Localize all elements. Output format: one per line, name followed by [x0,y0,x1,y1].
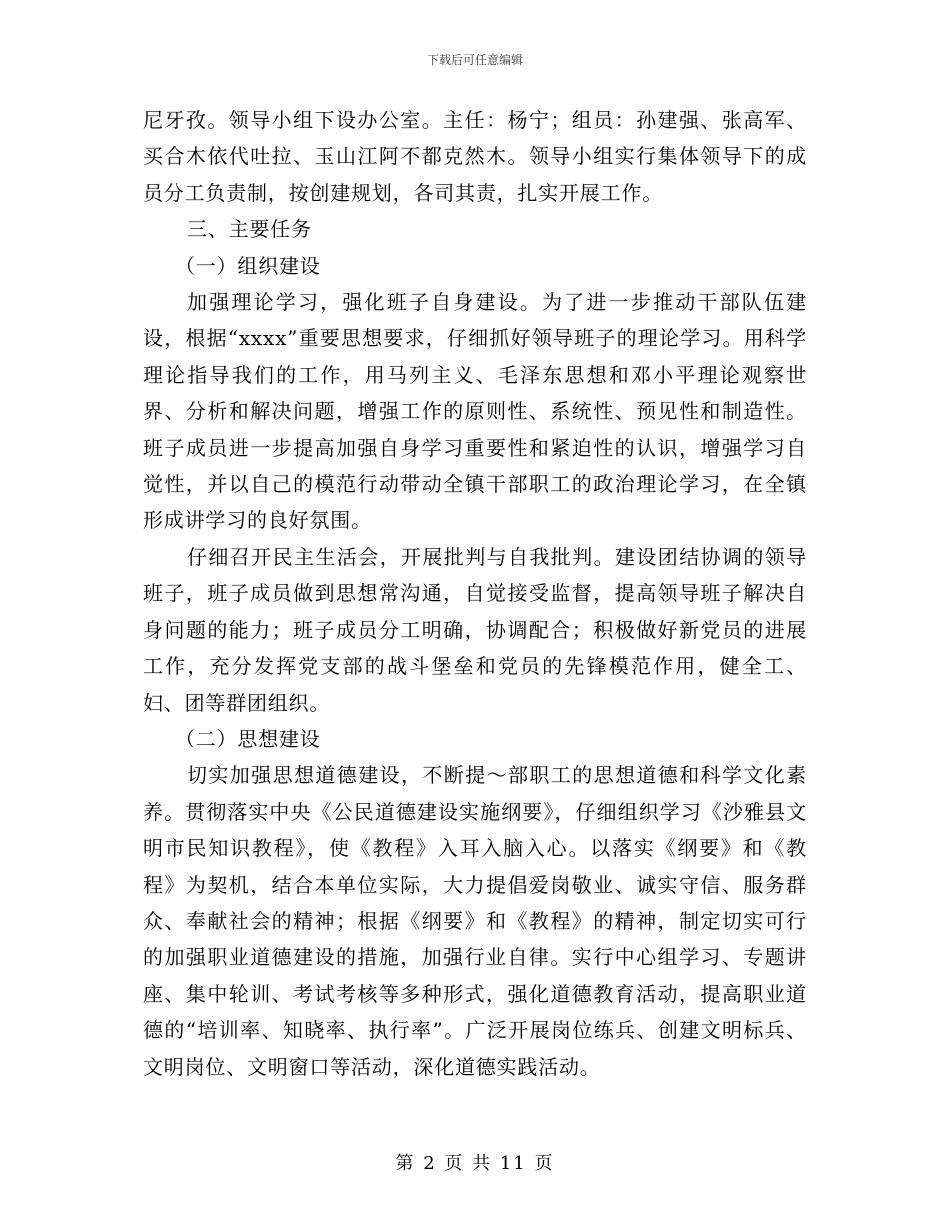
page-footer: 第 2 页 共 11 页 [395,1153,555,1174]
body-paragraph: 加强理论学习，强化班子自身建设。为了进一步推动干部队伍建设，根据“xxxx”重要思想要求，仔细抓好领导班子的理论学习。用科学理论指导我们的工作，用马列主义、毛泽东思想和邓小平理论观察世界、分析和解决问题，增强工作的原则性、系统性、预见性和制造性。班子成员进一步提高加强自身学习重要性和紧迫性的认识，增强学习自觉性，并以自己的模范行动带动全镇干部职工的政治理论学习，在全镇形成讲学习的良好氛围。 [143,290,807,533]
subsection-heading: （一）组织建设 [175,253,321,278]
subsection-heading: （二）思想建设 [175,726,321,751]
document-body [143,102,807,1085]
section-heading: 三、主要任务 [187,217,312,242]
body-paragraph: 仔细召开民主生活会，开展批判与自我批判。建设团结协调的领导班子，班子成员做到思想常沟通，自觉接受监督，提高领导班子解决自身问题的能力；班子成员分工明确，协调配合；积极做好新党员的进展工作，充分发挥党支部的战斗堡垒和党员的先锋模范作用，健全工、妇、团等群团组织。 [143,544,807,715]
body-paragraph: 切实加强思想道德建设，不断提～部职工的思想道德和科学文化素养。贯彻落实中央《公民道德建设实施纲要》，仔细组织学习《沙雅县文明市民知识教程》，使《教程》入耳入脑入心。以落实《纲要》和《教程》为契机，结合本单位实际，大力提倡爱岗敬业、诚实守信、服务群众、奉献社会的精神；根据《纲要》和《教程》的精神，制定切实可行的加强职业道德建设的措施，加强行业自律。实行中心组学习、专题讲座、集中轮训、考试考核等多种形式，强化道德教育活动，提高职业道德的“培训率、知晓率、执行率”。广泛开展岗位练兵、创建文明标兵、文明岗位、文明窗口等活动，深化道德实践活动。 [143,763,807,1079]
page-header: 下载后可任意编辑 [426,53,523,67]
paragraph-continuation: 尼牙孜。领导小组下设办公室。主任：杨宁；组员：孙建强、张高军、买合木依代吐拉、玉山江阿不都克然木。领导小组实行集体领导下的成员分工负责制，按创建规划，各司其责，扎实开展工作。 [143,108,807,205]
